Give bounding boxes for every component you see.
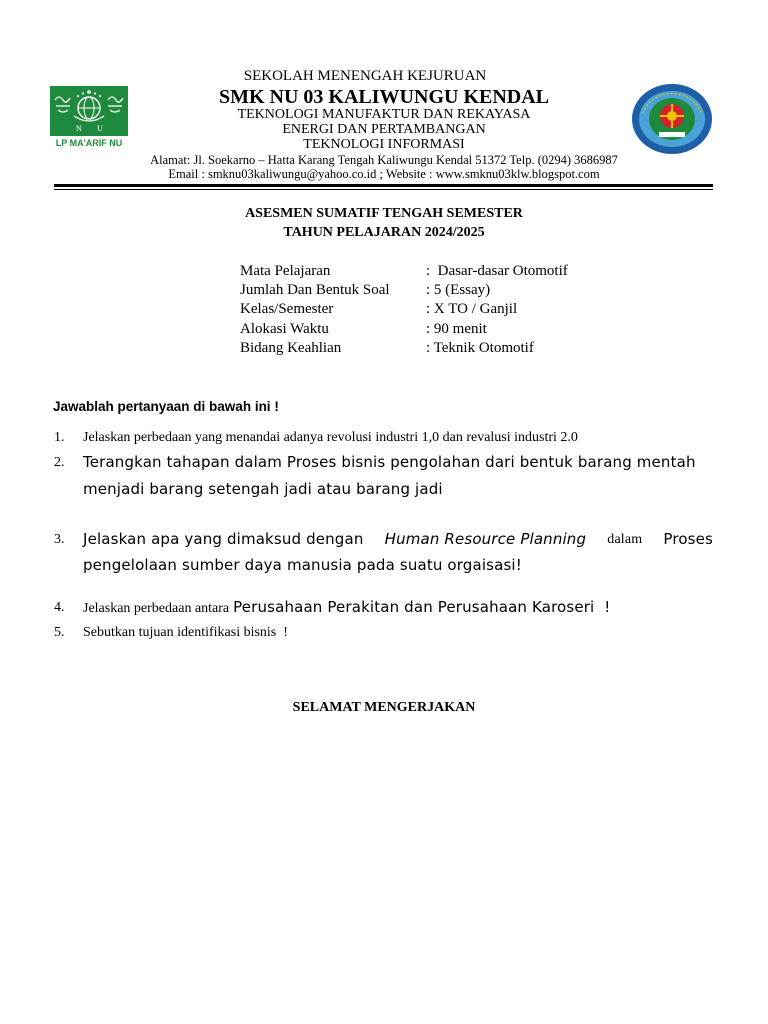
info-value: : Dasar-dasar Otomotif [426, 263, 568, 279]
question-number: 3. [54, 532, 65, 547]
question-4-part-b: Perusahaan Perakitan dan Perusahaan Karoseri ! [233, 598, 611, 616]
question-3-part-a: Jelaskan apa yang dimaksud dengan [83, 530, 364, 548]
question-number: 4. [54, 600, 65, 615]
school-name: SMK NU 03 KALIWUNGU KENDAL [218, 86, 550, 108]
question-2-line-2: menjadi barang setengah jadi atau barang jadi [83, 480, 443, 498]
school-type: SEKOLAH MENENGAH KEJURUAN [243, 68, 487, 84]
info-value: : Teknik Otomotif [426, 340, 534, 356]
info-label: Mata Pelajaran [240, 263, 331, 279]
instruction: Jawablah pertanyaan di bawah ini ! [53, 399, 279, 414]
logo-letter-n: N [76, 124, 82, 133]
question-number: 1. [54, 430, 65, 445]
info-label: Jumlah Dan Bentuk Soal [240, 282, 390, 298]
logo-letter-u: U [97, 124, 103, 133]
school-address: Alamat: Jl. Soekarno – Hatta Karang Tengah Kaliwungu Kendal 51372 Telp. (0294) 3686987 [150, 153, 618, 167]
exam-title: ASESMEN SUMATIF TENGAH SEMESTER [245, 206, 523, 221]
question-1-text: Jelaskan perbedaan yang menandai adanya revolusi industri 1,0 dan revalusi industri 2.0 [83, 430, 578, 445]
program-1: TEKNOLOGI MANUFAKTUR DAN REKAYASA [237, 107, 531, 122]
letterhead-divider-thick [54, 184, 713, 187]
question-2-line-1: Terangkan tahapan dalam Proses bisnis pengolahan dari bentuk barang mentah [83, 453, 696, 471]
info-row-subject [240, 263, 660, 282]
question-4-text [83, 598, 715, 617]
question-4-part-a: Jelaskan perbedaan antara [83, 601, 230, 616]
program-2: ENERGI DAN PERTAMBANGAN [282, 122, 486, 137]
info-label: Bidang Keahlian [240, 340, 342, 356]
info-value: : X TO / Ganjil [426, 301, 518, 317]
question-5-text: Sebutkan tujuan identifikasi bisnis ! [83, 625, 288, 640]
info-row-question-count [240, 282, 660, 301]
school-contact: Email : smknu03kaliwungu@yahoo.co.id ; Website : www.smknu03klw.blogspot.com [168, 167, 600, 181]
question-3-part-c: Proses [663, 530, 713, 548]
question-3-part-b: dalam [607, 532, 643, 547]
info-label: Kelas/Semester [240, 301, 334, 317]
question-3-italic-term: Human Resource Planning [384, 530, 587, 548]
letterhead-divider-thin [54, 189, 713, 190]
info-row-time [240, 321, 660, 340]
question-number: 2. [54, 455, 65, 470]
logo-caption: LP MA'ARIF NU [55, 138, 123, 148]
exam-year: TAHUN PELAJARAN 2024/2025 [283, 225, 485, 240]
closing-message: SELAMAT MENGERJAKAN [292, 700, 476, 715]
info-value: : 90 menit [426, 321, 487, 337]
question-3-line-1 [83, 530, 713, 548]
info-row-class [240, 301, 660, 320]
info-label: Alokasi Waktu [240, 321, 329, 337]
question-3-line-2: pengelolaan sumber daya manusia pada suatu orgaisasi! [83, 556, 522, 574]
question-number: 5. [54, 625, 65, 640]
program-3: TEKNOLOGI INFORMASI [303, 137, 465, 152]
info-value: : 5 (Essay) [426, 282, 491, 298]
info-row-field [240, 340, 660, 359]
